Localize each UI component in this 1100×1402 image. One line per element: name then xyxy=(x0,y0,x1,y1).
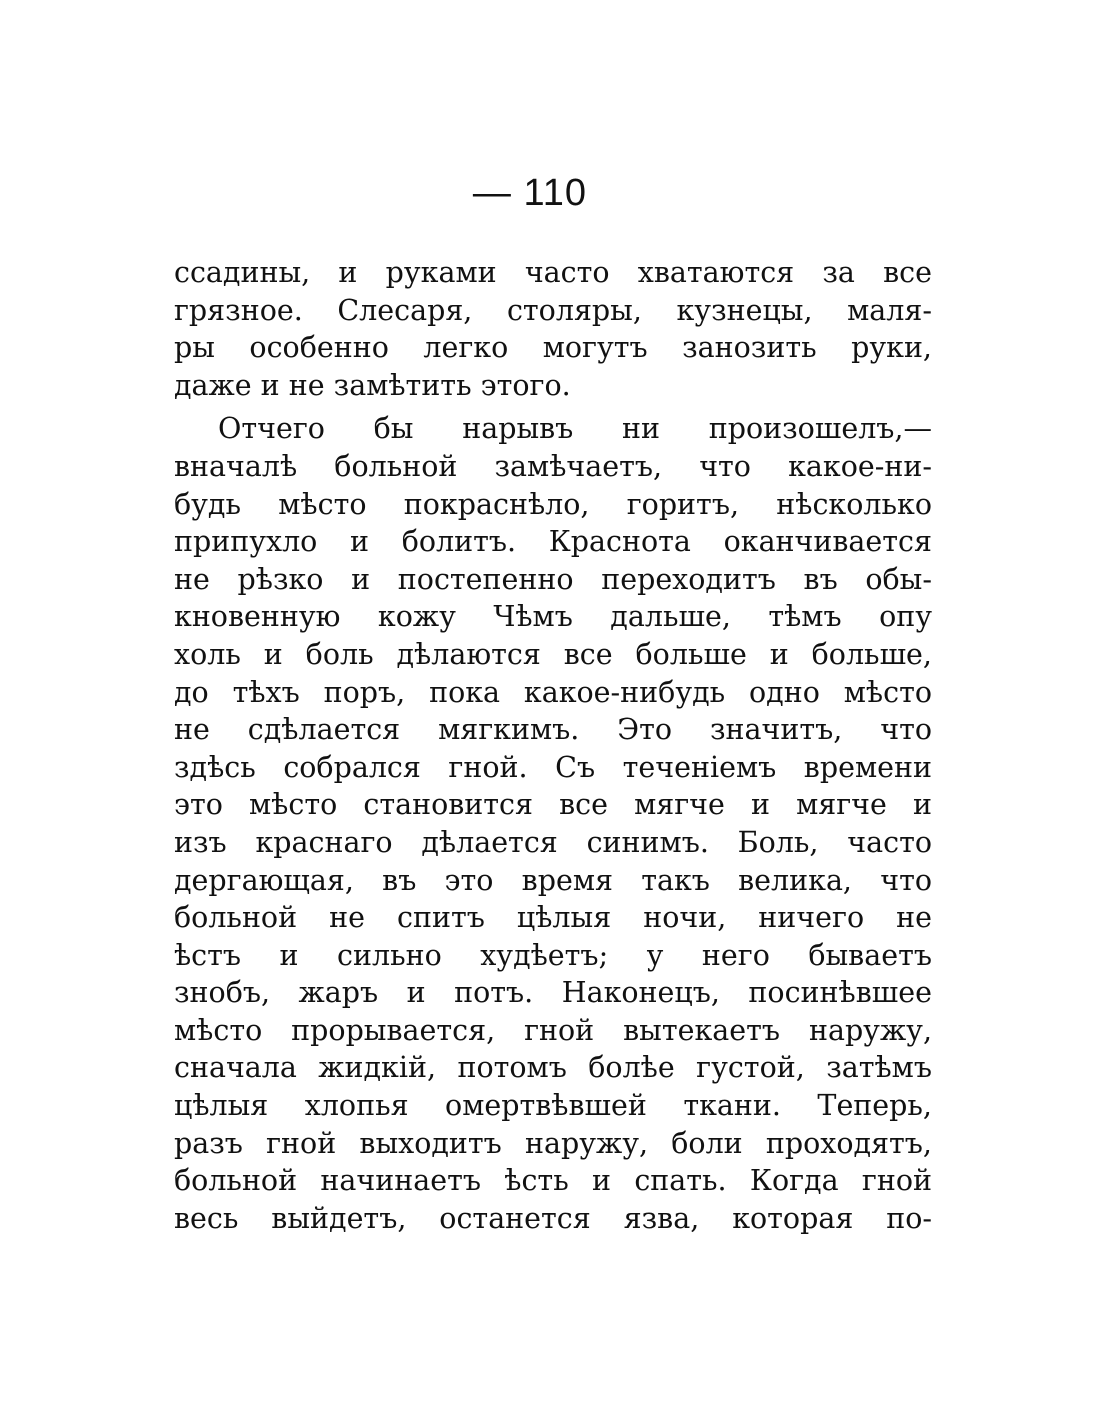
text-line: ры особенно легко могутъ занозить руки, xyxy=(174,331,932,365)
text-line: даже и не замѣтить этого. xyxy=(174,368,571,402)
text-line: цѣлыя хлопья омертвѣвшей ткани. Теперь, xyxy=(174,1089,932,1123)
body-text xyxy=(174,254,932,1237)
text-line: не сдѣлается мягкимъ. Это значитъ, что xyxy=(174,713,932,747)
paragraph-1 xyxy=(174,254,932,404)
text-line: Отчего бы нарывъ ни произошелъ,— xyxy=(218,412,932,446)
page-number: — 110 xyxy=(472,172,588,214)
text-line: ѣстъ и сильно худѣетъ; у него бываетъ xyxy=(174,938,932,972)
text-line: разъ гной выходитъ наружу, боли проходятъ, xyxy=(174,1126,932,1160)
text-line: дергающая, въ это время такъ велика, что xyxy=(174,863,932,897)
text-line: ссадины, и руками часто хватаются за все xyxy=(174,256,932,289)
text-line: вначалѣ больной замѣчаетъ, что какое-ни- xyxy=(174,449,932,483)
text-line: больной не спитъ цѣлыя ночи, ничего не xyxy=(174,901,932,935)
text-line: не рѣзко и постепенно переходитъ въ обы- xyxy=(174,562,932,596)
text-line: до тѣхъ поръ, пока какое-нибудь одно мѣсто xyxy=(174,675,932,709)
text-line: здѣсь собрался гной. Съ теченіемъ времени xyxy=(174,750,932,784)
text-line: грязное. Слесаря, столяры, кузнецы, маля- xyxy=(174,293,932,327)
text-line: холь и боль дѣлаются все больше и больше, xyxy=(174,637,932,671)
text-line: весь выйдетъ, останется язва, которая по- xyxy=(174,1201,932,1235)
text-line: мѣсто прорывается, гной вытекаетъ наружу, xyxy=(174,1013,932,1047)
text-line: сначала жидкій, потомъ болѣе густой, затѣмъ xyxy=(174,1051,932,1085)
text-line: изъ краснаго дѣлается синимъ. Боль, часто xyxy=(174,825,932,859)
text-line: будь мѣсто покраснѣло, горитъ, нѣсколько xyxy=(174,487,932,521)
text-line: больной начинаетъ ѣсть и спать. Когда гной xyxy=(174,1164,932,1198)
text-line: кновенную кожу Чѣмъ дальше, тѣмъ опу xyxy=(174,600,932,634)
paragraph-2 xyxy=(174,410,932,1237)
text-line: знобъ, жаръ и потъ. Наконецъ, посинѣвшее xyxy=(174,976,932,1010)
text-line: это мѣсто становится все мягче и мягче и xyxy=(174,788,932,822)
text-line: припухло и болитъ. Краснота оканчивается xyxy=(174,525,932,559)
